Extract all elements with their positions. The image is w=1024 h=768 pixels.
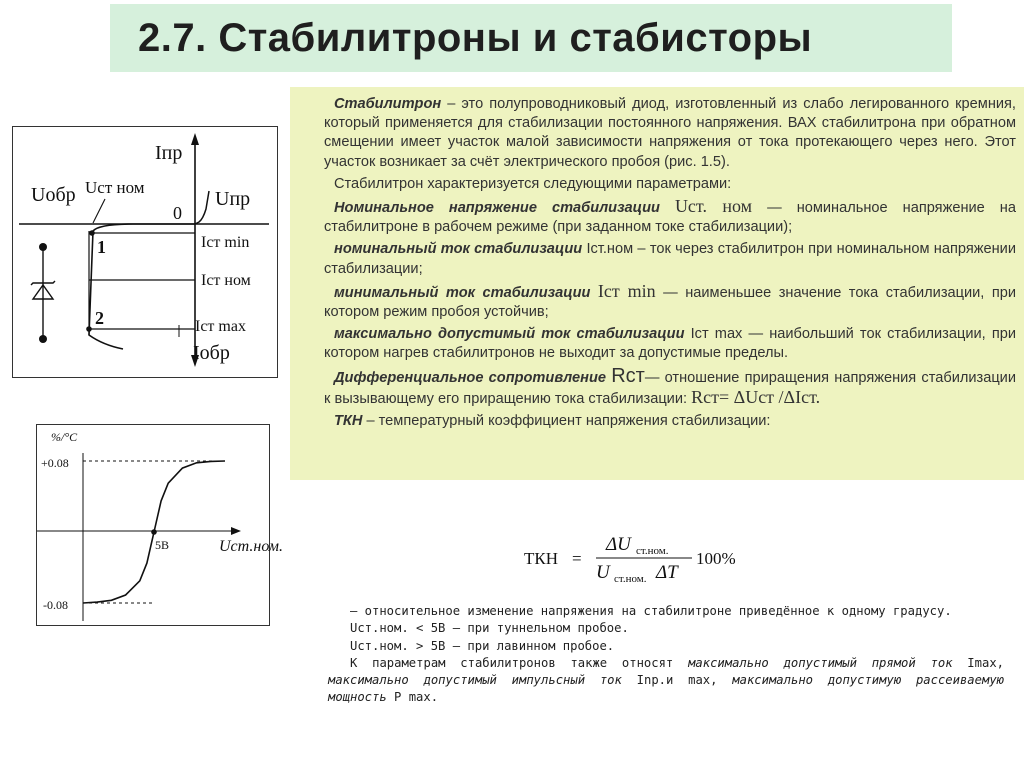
note-relative-change: – относительное изменение напряжения на стабилитроне приведённое к одному градусу. [350, 604, 952, 618]
vac-chart [12, 126, 278, 378]
term-max-current: максимально допустимый ток стабилизации [334, 326, 685, 343]
vac-point-1 [89, 230, 95, 236]
label-i-forward: Iпр [155, 142, 183, 164]
tkn-ylabel: %/°C [51, 430, 78, 444]
vac-forward-curve [195, 191, 209, 224]
formula-num: ΔU [606, 534, 631, 555]
paragraph-params-intro: Стабилитрон характеризуется следующими параметрами: [334, 175, 732, 192]
vac-chart-svg [13, 127, 277, 377]
formula-den-t: ΔT [656, 562, 678, 583]
formula-r-st: Rст= ΔUст /ΔIст. [691, 386, 821, 407]
label-u-forward: Uпр [215, 188, 251, 210]
label-u-reverse: Uобр [31, 184, 76, 206]
paragraph-nominal-current [324, 240, 1016, 278]
symbol-r-st: Rст [611, 364, 645, 387]
definition-panel [290, 87, 1024, 480]
vac-y-arrow-up [191, 133, 199, 145]
tkn-chart [36, 424, 283, 626]
term-diff-resistance: Дифференциальное сопротивление [334, 369, 606, 386]
definition-body: – это полупроводниковый диод, изготовленный из слабо легированного кремния, который применяется для стабилизации постоянного напряжения. ВАХ стабилитрона при обратном смещении имеет участок малой зависимости напряжения от тока протекающего через него. Этот участок возникает за счёт электрического пробоя (рис. 1.5). [324, 96, 1016, 170]
paragraph-nominal-voltage [324, 197, 1016, 237]
label-i-min: Iст min [201, 234, 250, 251]
term-nominal-voltage: Номинальное напряжение стабилизации [334, 200, 660, 217]
tkn-chart-svg [37, 425, 283, 625]
nominal-voltage-body: — номинальное напряжение на стабилитроне в рабочем режиме (при заданном токе стабилизации); [324, 200, 1016, 236]
formula-lhs: ТКН [524, 549, 558, 568]
label-u-nom: Uст ном [85, 178, 145, 197]
note-other-d: максимально допустимый импульсный ток [328, 673, 622, 688]
term-stabilitron: Стабилитрон [334, 96, 442, 112]
label-origin: 0 [173, 203, 182, 223]
symbol-i-min: Iст min [597, 280, 656, 301]
tkn-body: – температурный коэффициент напряжения стабилизации: [362, 413, 771, 430]
vac-u-nom-pointer [93, 199, 105, 223]
tkn-formula-svg [520, 526, 780, 588]
label-i-nom: Iст ном [201, 272, 251, 289]
paragraph-max-current [324, 325, 1016, 363]
paragraph-min-current [324, 282, 1016, 322]
notes-text [328, 603, 1004, 707]
note-other-f: максимально допустимую рассеиваемую мощность [328, 673, 1004, 705]
tkn-point-5v [151, 529, 157, 535]
vac-point-2 [86, 326, 92, 332]
title-bar [110, 4, 952, 72]
diff-resistance-body: — отношение приращения напряжения стабилизации к вызывающему его приращению тока стабилизации: [324, 369, 1016, 407]
term-tkn: ТКН [334, 413, 363, 430]
symbol-u-nom: Uст. ном [674, 196, 753, 217]
label-i-max: Iст max [195, 318, 246, 335]
tkn-x-annotation: 5В [155, 538, 170, 552]
label-point-2: 2 [95, 308, 104, 328]
definition-text [324, 95, 1016, 434]
formula-den-u: U [596, 562, 610, 583]
note-other-b: максимально допустимый прямой ток [688, 655, 953, 670]
paragraph-definition [324, 95, 1016, 172]
note-avalanche: Uст.ном. > 5В – при лавинном пробое. [350, 638, 615, 653]
note-other-e: Inp.и max, [621, 673, 733, 688]
max-current-body: Iст max — наибольший ток стабилизации, при котором нагрев стабилитронов не выходит за допустимые пределы. [324, 326, 1017, 362]
term-nominal-current: номинальный ток стабилизации [334, 241, 583, 258]
note-other-params [328, 655, 1004, 707]
nominal-current-body: Iст.ном – ток через стабилитрон при номинальном напряжении стабилизации; [324, 241, 1016, 277]
note-tunnel: Uст.ном. < 5В – при туннельном пробое. [350, 621, 629, 636]
formula-den-sub: ст.ном. [614, 573, 647, 585]
label-point-1: 1 [97, 237, 106, 257]
note-other-g: P max. [386, 690, 439, 705]
label-i-reverse: Iобр [193, 342, 230, 364]
paragraph-tkn [324, 412, 1016, 431]
formula-tail: 100% [696, 549, 736, 568]
tkn-x-arrow [231, 527, 241, 535]
formula-eq: = [572, 549, 582, 568]
min-current-body: — наименьшее значение тока стабилизации, при котором режим пробоя устойчив; [324, 284, 1016, 321]
formula-num-sub: ст.ном. [636, 545, 669, 557]
zener-terminal-top [39, 243, 47, 251]
note-other-a: К параметрам стабилитронов также относят [350, 655, 689, 670]
paragraph-diff-resistance [324, 364, 1016, 409]
page-title: 2.7. Стабилитроны и стабисторы [138, 15, 813, 60]
tkn-formula [520, 526, 780, 588]
tkn-xlabel: Uст.ном. [219, 538, 283, 555]
tkn-ytick-bottom: -0.08 [43, 598, 68, 612]
note-other-c: Imax, [952, 655, 1004, 670]
tkn-ytick-top: +0.08 [41, 456, 69, 470]
zener-terminal-bottom [39, 335, 47, 343]
term-min-current: минимальный ток стабилизации [334, 284, 591, 301]
